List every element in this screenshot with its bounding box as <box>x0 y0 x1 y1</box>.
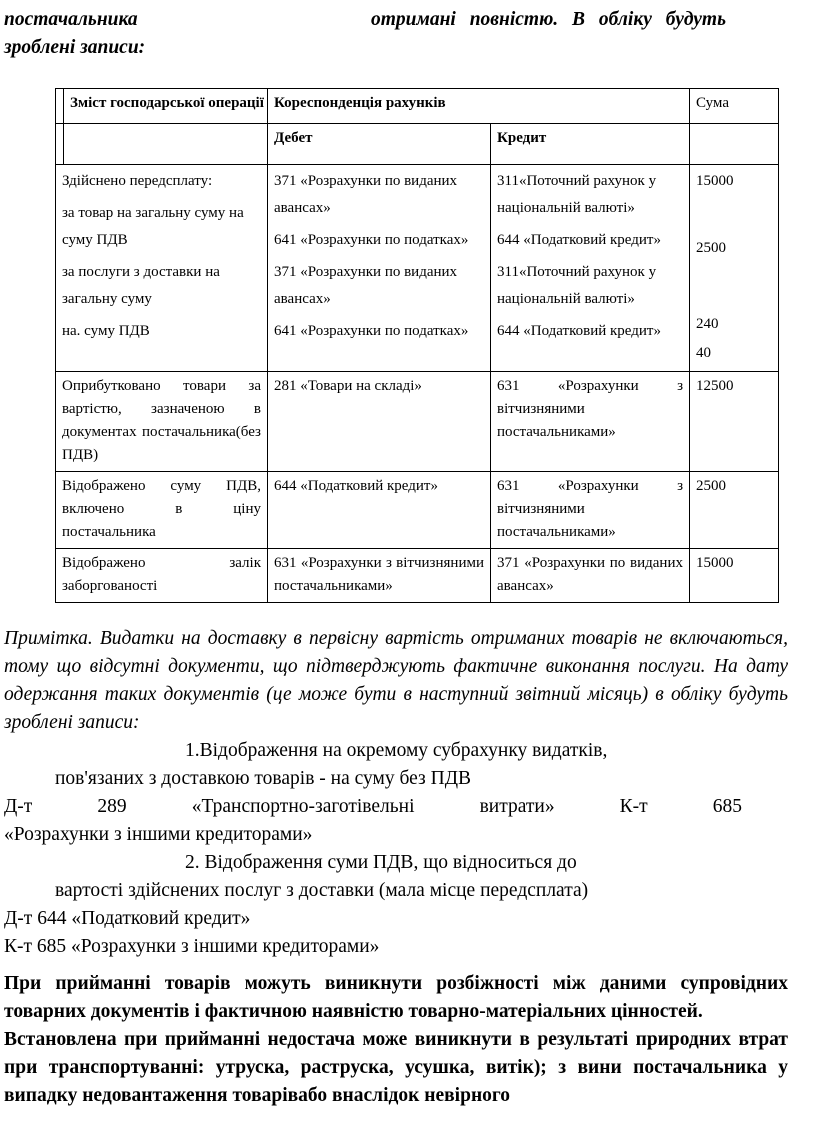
intro-paragraph <box>4 6 788 62</box>
header-cell-empty <box>690 124 779 165</box>
cell-debit: 631 «Розрахунки з вітчизняними постачальниками» <box>268 549 491 603</box>
table-header-row-2 <box>56 124 779 165</box>
cell-content: Відображено залік заборгованості <box>56 549 268 603</box>
cell-sum: 15000 2500 240 40 <box>690 165 779 372</box>
table-row <box>56 549 779 603</box>
journal-entry-1-line-2: «Розрахунки з іншими кредиторами» <box>4 824 313 845</box>
table-header-row-1 <box>56 89 779 124</box>
cell-sum: 2500 <box>690 472 779 549</box>
header-cell-empty <box>64 124 268 165</box>
table-row <box>56 372 779 472</box>
cell-debit: 644 «Податковий кредит» <box>268 472 491 549</box>
intro-word: постачальника <box>4 9 138 30</box>
table-row <box>56 165 779 372</box>
cell-content: Здійснено передсплату: за товар на загальну суму на суму ПДВ за послуги з доставки на загальну суму на. суму ПДВ <box>56 165 268 372</box>
header-cell-correspondence: Кореспонденція рахунків <box>268 89 690 124</box>
cell-debit: 281 «Товари на складі» <box>268 372 491 472</box>
intro-line-2: зроблені записи: <box>4 37 146 58</box>
cell-credit: 371 «Розрахунки по виданих авансах» <box>491 549 690 603</box>
cell-content: Оприбутковано товари за вартістю, зазначеною в документах постачальника(без ПДВ) <box>56 372 268 472</box>
intro-rest: отримані повністю. В обліку будуть <box>370 9 726 30</box>
table-row <box>56 472 779 549</box>
note-paragraph: Примітка. Видатки на доставку в первісну вартість отриманих товарів не включаються, тому що відсутні документи, що підтверджують фактичне виконання послуги. На дату одержання таких документів (це може бути в наступний звітний місяць) в обліку будуть зроблені записи: <box>4 628 788 733</box>
cell-content: Відображено суму ПДВ, включено в ціну постачальника <box>56 472 268 549</box>
header-cell-content: Зміст господарської операції <box>64 89 268 124</box>
entries-list <box>4 737 788 961</box>
list-item-2-line-2: вартості здійснених послуг з доставки (мала місце передсплата) <box>55 880 589 901</box>
closing-paragraph-1: При прийманні товарів можуть виникнути розбіжності між даними супровідних товарних документів і фактичною наявністю товарно-матеріальних цінностей. <box>4 973 788 1022</box>
cell-sum: 12500 <box>690 372 779 472</box>
cell-sum: 15000 <box>690 549 779 603</box>
cell-debit: 371 «Розрахунки по виданих авансах» 641 «Розрахунки по податках» 371 «Розрахунки по виданих авансах» 641 «Розрахунки по податках» <box>268 165 491 372</box>
journal-entry-1-line-1: Д-т 289 «Транспортно-заготівельні витрати» К-т 685 <box>4 796 742 817</box>
header-cell-debit: Дебет <box>268 124 491 165</box>
cell-credit: 631 «Розрахунки з вітчизняними постачальниками» <box>491 472 690 549</box>
list-item-1-line-2: пов'язаних з доставкою товарів - на суму без ПДВ <box>55 768 472 789</box>
intro-line-1 <box>4 6 726 34</box>
table-body <box>56 165 779 603</box>
header-cell-narrow <box>56 124 64 165</box>
list-item-1-line-1: 1.Відображення на окремому субрахунку видатків, <box>185 740 608 761</box>
journal-entry-2-line-2: К-т 685 «Розрахунки з іншими кредиторами» <box>4 936 380 957</box>
cell-credit: 311«Поточний рахунок у національній валюті» 644 «Податковий кредит» 311«Поточний рахунок у національній валюті» 644 «Податковий кредит» <box>491 165 690 372</box>
header-cell-credit: Кредит <box>491 124 690 165</box>
header-cell-narrow <box>56 89 64 124</box>
journal-entries-table <box>55 88 779 603</box>
closing-paragraph-2: Встановлена при прийманні недостача може виникнути в результаті природних втрат при транспортуванні: утруска, раструска, усушка, витік); з вини постачальника у випадку недовантаження товарівабо внаслідок невірного <box>4 1029 788 1106</box>
list-item-2-line-1: 2. Відображення суми ПДВ, що відноситься до <box>185 852 577 873</box>
journal-entry-2-line-1: Д-т 644 «Податковий кредит» <box>4 908 251 929</box>
cell-credit: 631 «Розрахунки з вітчизняними постачальниками» <box>491 372 690 472</box>
header-cell-sum: Сума <box>690 89 779 124</box>
